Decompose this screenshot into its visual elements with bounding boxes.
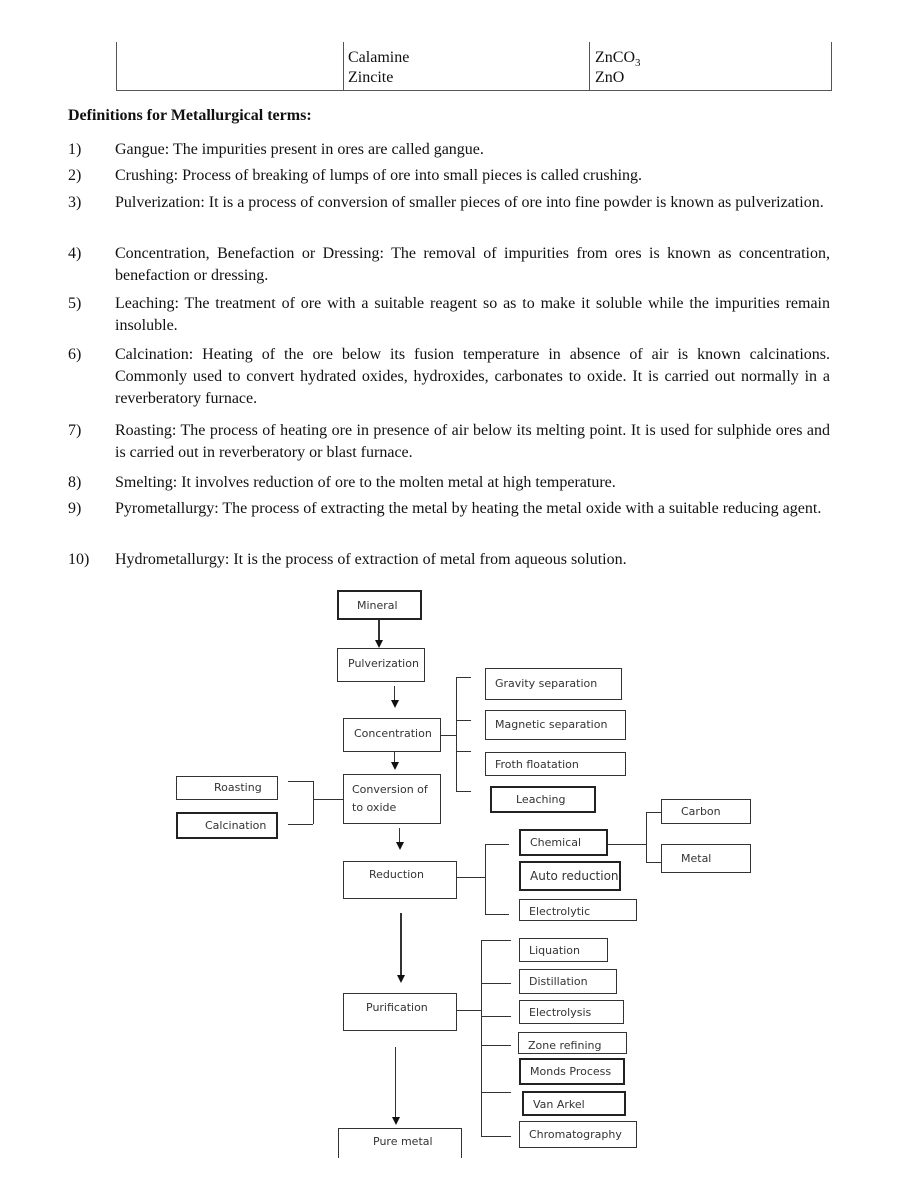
connector <box>456 677 471 678</box>
box-auto-reduction: Auto reduction <box>519 861 621 891</box>
table-divider <box>343 42 344 90</box>
box-calcination: Calcination <box>176 812 278 839</box>
connector <box>646 812 661 813</box>
connector <box>394 686 395 702</box>
connector <box>441 735 456 736</box>
definition-item: 10) Hydrometallurgy: It is the process of extraction of metal from aqueous solution. <box>68 551 627 568</box>
definition-item: 2) Crushing: Process of breaking of lumps of ore into small pieces is called crushing. <box>68 167 643 184</box>
connector <box>288 781 313 782</box>
definition-item: 6) Calcination: Heating of the ore below its fusion temperature in absence of air is known calcinations. Commonly used to convert hydrated oxides, hydroxides, carbonates to oxide. It is carried out normally in a reverberatory furnace. <box>68 346 830 407</box>
definition-item: 3) Pulverization: It is a process of conversion of smaller pieces of ore into fine powder is known as pulverization. <box>68 194 824 211</box>
box-reduction: Reduction <box>343 861 457 899</box>
box-purification: Purification <box>343 993 457 1031</box>
connector <box>288 824 313 825</box>
connector <box>481 983 511 984</box>
ore-formula: ZnO <box>595 69 625 86</box>
box-concentration: Concentration <box>343 718 441 752</box>
box-monds-process: Monds Process <box>519 1058 625 1085</box>
connector <box>394 752 395 764</box>
definition-item: 5) Leaching: The treatment of ore with a suitable reagent so as to make it soluble while the impurities remain insoluble. <box>68 295 830 334</box>
connector <box>399 828 400 842</box>
connector <box>457 1010 481 1011</box>
definition-item: 4) Concentration, Benefaction or Dressing: The removal of impurities from ores is known as concentration, benefaction or dressing. <box>68 245 830 284</box>
connector <box>456 751 471 752</box>
connector <box>481 1092 511 1093</box>
connector <box>456 791 471 792</box>
connector <box>481 940 511 941</box>
box-chemical: Chemical <box>519 829 608 856</box>
arrow-down-icon <box>391 700 399 708</box>
box-roasting: Roasting <box>176 776 278 800</box>
connector <box>608 844 646 845</box>
connector <box>485 844 486 914</box>
box-liquation: Liquation <box>519 938 608 962</box>
box-pulverization: Pulverization <box>337 648 425 682</box>
connector <box>456 677 457 791</box>
box-van-arkel: Van Arkel <box>522 1091 626 1116</box>
connector <box>485 914 509 915</box>
arrow-down-icon <box>392 1117 400 1125</box>
box-gravity-separation: Gravity separation <box>485 668 622 700</box>
connector <box>395 1047 396 1119</box>
connector <box>646 812 647 862</box>
ore-name: Zincite <box>348 69 394 86</box>
definition-item: 9) Pyrometallurgy: The process of extracting the metal by heating the metal oxide with a suitable reducing agent. <box>68 500 822 517</box>
section-heading: Definitions for Metallurgical terms: <box>68 107 312 124</box>
box-distillation: Distillation <box>519 969 617 994</box>
connector <box>485 844 509 845</box>
arrow-down-icon <box>396 842 404 850</box>
box-mineral: Mineral <box>337 590 422 620</box>
ore-formula: ZnCO$_3$ <box>595 49 641 70</box>
connector <box>481 1045 511 1046</box>
connector <box>313 799 343 800</box>
connector <box>457 877 485 878</box>
definition-item: 8) Smelting: It involves reduction of ore to the molten metal at high temperature. <box>68 474 616 491</box>
connector <box>378 620 380 642</box>
box-chromatography: Chromatography <box>519 1121 637 1148</box>
box-magnetic-separation: Magnetic separation <box>485 710 626 740</box>
definition-item: 7) Roasting: The process of heating ore in presence of air below its melting point. It is used for sulphide ores and is carried out in reverberatory or blast furnace. <box>68 422 830 461</box>
definition-item: 1) Gangue: The impurities present in ores are called gangue. <box>68 141 484 158</box>
connector <box>481 1136 511 1137</box>
connector <box>313 781 314 824</box>
box-carbon: Carbon <box>661 799 751 824</box>
connector <box>481 940 482 1136</box>
box-metal: Metal <box>661 844 751 873</box>
connector <box>400 913 402 975</box>
box-electrolysis: Electrolysis <box>519 1000 624 1024</box>
box-zone-refining: Zone refining <box>518 1032 627 1054</box>
box-electrolytic: Electrolytic <box>519 899 637 921</box>
connector <box>456 720 471 721</box>
arrow-down-icon <box>391 762 399 770</box>
connector <box>481 1016 511 1017</box>
arrow-down-icon <box>397 975 405 983</box>
box-froth-floatation: Froth floatation <box>485 752 626 776</box>
box-pure-metal: Pure metal <box>338 1128 462 1158</box>
box-conversion-to-oxide: Conversion of to oxide <box>343 774 441 824</box>
ore-table <box>116 42 832 91</box>
table-divider <box>589 42 590 90</box>
ore-name: Calamine <box>348 49 410 66</box>
box-leaching: Leaching <box>490 786 596 813</box>
connector <box>646 862 661 863</box>
arrow-down-icon <box>375 640 383 648</box>
